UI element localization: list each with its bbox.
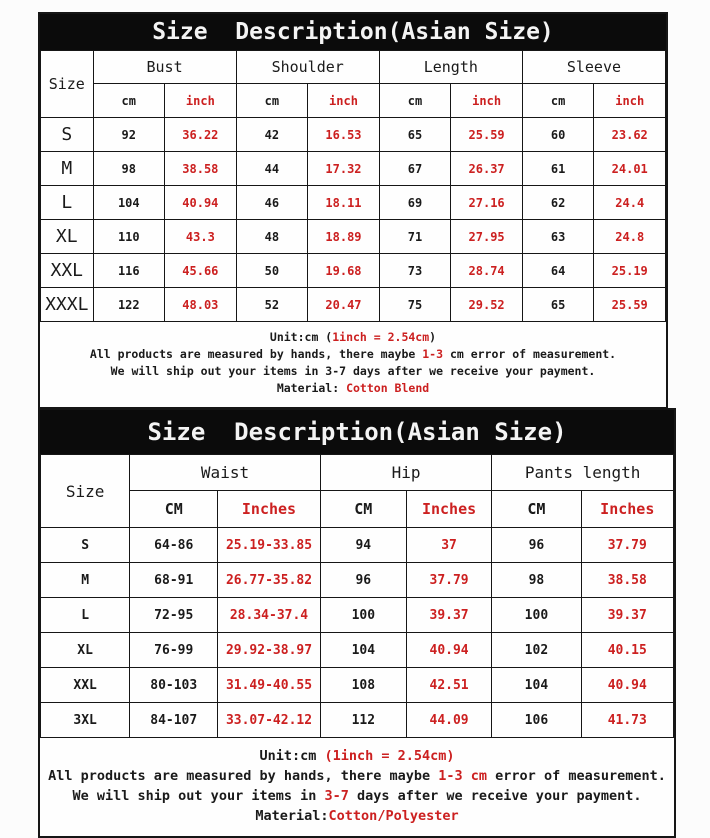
unit-header-inches: Inches xyxy=(406,491,491,528)
cell-pants-length-cm: 100 xyxy=(492,598,581,633)
cell-hip-inches: 44.09 xyxy=(406,703,491,738)
group-header-row xyxy=(41,455,674,491)
col-header-pants-length: Pants length xyxy=(492,455,674,491)
col-header-bust: Bust xyxy=(93,51,236,84)
cell-pants-length-cm: 106 xyxy=(492,703,581,738)
cell-shoulder-inch: 16.53 xyxy=(308,118,380,152)
cell-hip-inches: 42.51 xyxy=(406,668,491,703)
table-notes xyxy=(40,738,674,836)
cell-bust-cm: 92 xyxy=(93,118,165,152)
cell-waist-inches: 26.77-35.82 xyxy=(218,563,321,598)
note-highlight: 1inch = 2.54cm xyxy=(332,330,430,344)
shirt-size-table xyxy=(38,12,668,409)
cell-shoulder-cm: 52 xyxy=(236,288,308,322)
note-text: error of measurement. xyxy=(487,768,666,784)
note-line-shipping xyxy=(42,786,672,806)
unit-header-row xyxy=(41,84,666,118)
unit-header-inch: inch xyxy=(451,84,523,118)
table-title: Size Description(Asian Size) xyxy=(147,418,567,446)
note-text: We will ship out your items in xyxy=(72,788,325,804)
unit-header-cm: cm xyxy=(379,84,451,118)
pants-size-table xyxy=(38,408,676,838)
cell-waist-inches: 29.92-38.97 xyxy=(218,633,321,668)
cell-sleeve-cm: 63 xyxy=(522,220,594,254)
note-highlight: Cotton Blend xyxy=(346,381,430,395)
table-row xyxy=(41,186,666,220)
pants-size-grid xyxy=(40,454,674,738)
size-cell: XXXL xyxy=(41,288,94,322)
note-text: Unit:cm ( xyxy=(269,330,333,344)
cell-pants-length-cm: 98 xyxy=(492,563,581,598)
size-cell: M xyxy=(41,152,94,186)
cell-pants-length-cm: 104 xyxy=(492,668,581,703)
note-highlight: 3-7 xyxy=(324,788,349,804)
cell-pants-length-cm: 102 xyxy=(492,633,581,668)
note-text: We will ship out your items in 3-7 days after we receive your payment. xyxy=(110,364,596,378)
size-column-header: Size xyxy=(41,51,94,118)
col-header-shoulder: Shoulder xyxy=(236,51,379,84)
cell-shoulder-cm: 48 xyxy=(236,220,308,254)
unit-header-inch: inch xyxy=(165,84,237,118)
cell-shoulder-cm: 50 xyxy=(236,254,308,288)
cell-pants-length-cm: 96 xyxy=(492,528,581,563)
cell-length-cm: 67 xyxy=(379,152,451,186)
cell-length-inch: 25.59 xyxy=(451,118,523,152)
unit-header-cm: CM xyxy=(492,491,581,528)
size-cell: S xyxy=(41,118,94,152)
table-row xyxy=(41,598,674,633)
cell-waist-cm: 68-91 xyxy=(130,563,218,598)
cell-shoulder-inch: 19.68 xyxy=(308,254,380,288)
cell-pants-length-inches: 39.37 xyxy=(581,598,673,633)
cell-bust-cm: 116 xyxy=(93,254,165,288)
unit-header-inches: Inches xyxy=(218,491,321,528)
cell-bust-cm: 110 xyxy=(93,220,165,254)
cell-sleeve-cm: 64 xyxy=(522,254,594,288)
table-row xyxy=(41,118,666,152)
cell-hip-cm: 94 xyxy=(320,528,406,563)
cell-shoulder-cm: 42 xyxy=(236,118,308,152)
cell-pants-length-inches: 41.73 xyxy=(581,703,673,738)
cell-waist-cm: 76-99 xyxy=(130,633,218,668)
cell-hip-cm: 96 xyxy=(320,563,406,598)
cell-bust-cm: 98 xyxy=(93,152,165,186)
table-row xyxy=(41,288,666,322)
cell-bust-inch: 43.3 xyxy=(165,220,237,254)
note-highlight: 1-3 xyxy=(422,347,444,361)
cell-length-inch: 29.52 xyxy=(451,288,523,322)
size-cell: XXL xyxy=(41,668,130,703)
size-cell: M xyxy=(41,563,130,598)
size-cell: S xyxy=(41,528,130,563)
cell-bust-cm: 122 xyxy=(93,288,165,322)
cell-sleeve-cm: 60 xyxy=(522,118,594,152)
cell-waist-inches: 28.34-37.4 xyxy=(218,598,321,633)
table-row xyxy=(41,152,666,186)
cell-pants-length-inches: 40.15 xyxy=(581,633,673,668)
cell-bust-inch: 48.03 xyxy=(165,288,237,322)
note-line-material xyxy=(44,380,662,397)
table-row xyxy=(41,254,666,288)
cell-shoulder-cm: 44 xyxy=(236,152,308,186)
note-line-unit xyxy=(42,746,672,766)
unit-header-cm: CM xyxy=(320,491,406,528)
cell-sleeve-inch: 23.62 xyxy=(594,118,666,152)
table-row xyxy=(41,668,674,703)
table-row xyxy=(41,633,674,668)
unit-header-cm: CM xyxy=(130,491,218,528)
table-row xyxy=(41,703,674,738)
note-text: ) xyxy=(429,330,437,344)
table-notes xyxy=(40,322,666,407)
cell-shoulder-inch: 17.32 xyxy=(308,152,380,186)
cell-hip-cm: 112 xyxy=(320,703,406,738)
cell-hip-inches: 40.94 xyxy=(406,633,491,668)
col-header-length: Length xyxy=(379,51,522,84)
cell-length-cm: 75 xyxy=(379,288,451,322)
cell-sleeve-inch: 24.8 xyxy=(594,220,666,254)
unit-header-row xyxy=(41,491,674,528)
cell-length-cm: 69 xyxy=(379,186,451,220)
cell-waist-inches: 33.07-42.12 xyxy=(218,703,321,738)
cell-shoulder-inch: 18.11 xyxy=(308,186,380,220)
col-header-waist: Waist xyxy=(130,455,321,491)
cell-length-inch: 27.16 xyxy=(451,186,523,220)
unit-header-inches: Inches xyxy=(581,491,673,528)
cell-length-inch: 28.74 xyxy=(451,254,523,288)
cell-hip-cm: 100 xyxy=(320,598,406,633)
cell-waist-inches: 25.19-33.85 xyxy=(218,528,321,563)
cell-sleeve-cm: 61 xyxy=(522,152,594,186)
group-header-row xyxy=(41,51,666,84)
cell-hip-cm: 108 xyxy=(320,668,406,703)
table-row xyxy=(41,563,674,598)
note-line-material xyxy=(42,806,672,826)
table-title: Size Description(Asian Size) xyxy=(152,19,554,45)
size-cell: XL xyxy=(41,633,130,668)
note-line-measure xyxy=(44,346,662,363)
note-text: Material: xyxy=(255,808,329,824)
cell-pants-length-inches: 37.79 xyxy=(581,528,673,563)
note-text: All products are measured by hands, there maybe xyxy=(89,347,423,361)
table-title-bar xyxy=(40,410,674,454)
cell-sleeve-cm: 65 xyxy=(522,288,594,322)
cell-hip-cm: 104 xyxy=(320,633,406,668)
unit-header-inch: inch xyxy=(308,84,380,118)
note-highlight: Cotton/Polyester xyxy=(328,808,459,824)
cell-waist-cm: 72-95 xyxy=(130,598,218,633)
cell-sleeve-inch: 24.4 xyxy=(594,186,666,220)
table-row xyxy=(41,528,674,563)
cell-length-cm: 65 xyxy=(379,118,451,152)
note-highlight: 1-3 cm xyxy=(438,768,488,784)
unit-header-inch: inch xyxy=(594,84,666,118)
cell-sleeve-cm: 62 xyxy=(522,186,594,220)
cell-pants-length-inches: 40.94 xyxy=(581,668,673,703)
cell-bust-inch: 45.66 xyxy=(165,254,237,288)
cell-waist-cm: 80-103 xyxy=(130,668,218,703)
cell-hip-inches: 37.79 xyxy=(406,563,491,598)
unit-header-cm: cm xyxy=(236,84,308,118)
cell-bust-inch: 36.22 xyxy=(165,118,237,152)
col-header-hip: Hip xyxy=(320,455,492,491)
note-line-shipping xyxy=(44,363,662,380)
table-title-bar xyxy=(40,14,666,50)
cell-shoulder-cm: 46 xyxy=(236,186,308,220)
cell-length-inch: 26.37 xyxy=(451,152,523,186)
note-text: All products are measured by hands, there maybe xyxy=(48,768,439,784)
size-cell: 3XL xyxy=(41,703,130,738)
unit-header-cm: cm xyxy=(93,84,165,118)
col-header-sleeve: Sleeve xyxy=(522,51,665,84)
cell-bust-cm: 104 xyxy=(93,186,165,220)
note-highlight: (1inch = 2.54cm) xyxy=(324,748,455,764)
unit-header-cm: cm xyxy=(522,84,594,118)
cell-waist-cm: 64-86 xyxy=(130,528,218,563)
cell-pants-length-inches: 38.58 xyxy=(581,563,673,598)
note-line-unit xyxy=(44,329,662,346)
cell-hip-inches: 39.37 xyxy=(406,598,491,633)
cell-length-cm: 71 xyxy=(379,220,451,254)
note-text: Unit:cm xyxy=(259,748,325,764)
cell-waist-cm: 84-107 xyxy=(130,703,218,738)
note-text: days after we receive your payment. xyxy=(348,788,642,804)
size-column-header: Size xyxy=(41,455,130,528)
size-cell: XXL xyxy=(41,254,94,288)
cell-length-cm: 73 xyxy=(379,254,451,288)
note-text: Material: xyxy=(276,381,347,395)
cell-sleeve-inch: 25.19 xyxy=(594,254,666,288)
note-text: cm error of measurement. xyxy=(443,347,617,361)
cell-bust-inch: 38.58 xyxy=(165,152,237,186)
cell-bust-inch: 40.94 xyxy=(165,186,237,220)
table-row xyxy=(41,220,666,254)
note-line-measure xyxy=(42,766,672,786)
cell-length-inch: 27.95 xyxy=(451,220,523,254)
cell-shoulder-inch: 20.47 xyxy=(308,288,380,322)
cell-hip-inches: 37 xyxy=(406,528,491,563)
cell-shoulder-inch: 18.89 xyxy=(308,220,380,254)
shirt-size-grid xyxy=(40,50,666,322)
cell-sleeve-inch: 24.01 xyxy=(594,152,666,186)
cell-sleeve-inch: 25.59 xyxy=(594,288,666,322)
size-cell: XL xyxy=(41,220,94,254)
size-cell: L xyxy=(41,598,130,633)
size-cell: L xyxy=(41,186,94,220)
cell-waist-inches: 31.49-40.55 xyxy=(218,668,321,703)
